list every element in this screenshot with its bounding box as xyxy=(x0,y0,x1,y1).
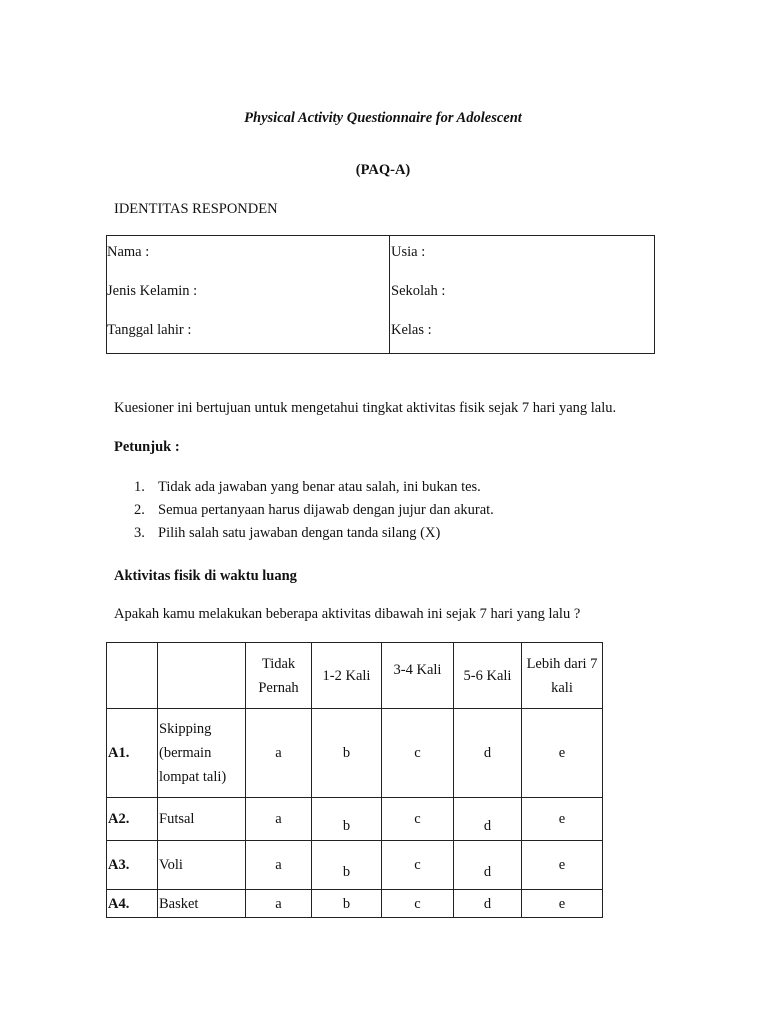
option-a[interactable]: a xyxy=(246,890,312,918)
option-d[interactable]: d xyxy=(454,841,522,890)
option-b[interactable]: b xyxy=(312,709,382,798)
field-jenis-kelamin: Jenis Kelamin : xyxy=(107,283,198,299)
option-e[interactable]: e xyxy=(522,890,603,918)
document-title: Physical Activity Questionnaire for Adolescent xyxy=(244,110,522,126)
instructions-heading: Petunjuk : xyxy=(114,439,180,455)
field-sekolah: Sekolah : xyxy=(391,283,446,299)
option-c[interactable]: c xyxy=(382,709,454,798)
identity-box xyxy=(106,235,655,354)
identity-heading: IDENTITAS RESPONDEN xyxy=(114,201,278,217)
row-activity: Futsal xyxy=(158,798,246,841)
header-code xyxy=(107,643,158,709)
instructions-list xyxy=(134,478,494,547)
list-item: 3. Pilih salah satu jawaban dengan tanda silang (X) xyxy=(134,525,441,541)
option-a[interactable]: a xyxy=(246,798,312,841)
header-tidak-pernah: Tidak Pernah xyxy=(246,643,312,709)
section-heading: Aktivitas fisik di waktu luang xyxy=(114,568,297,584)
table-row xyxy=(107,890,603,918)
list-item: 2. Semua pertanyaan harus dijawab dengan jujur dan akurat. xyxy=(134,502,494,518)
field-tanggal-lahir: Tanggal lahir : xyxy=(107,322,192,338)
table-header-row xyxy=(107,643,603,709)
option-b[interactable]: b xyxy=(312,841,382,890)
row-code: A3. xyxy=(107,841,158,890)
option-e[interactable]: e xyxy=(522,709,603,798)
field-kelas: Kelas : xyxy=(391,322,432,338)
header-lebih-dari-7-kali: Lebih dari 7 kali xyxy=(522,643,603,709)
option-b[interactable]: b xyxy=(312,798,382,841)
option-c[interactable]: c xyxy=(382,890,454,918)
option-a[interactable]: a xyxy=(246,841,312,890)
field-usia: Usia : xyxy=(391,244,426,260)
option-d[interactable]: d xyxy=(454,890,522,918)
option-c[interactable]: c xyxy=(382,841,454,890)
option-d[interactable]: d xyxy=(454,798,522,841)
row-code: A1. xyxy=(107,709,158,798)
question-text: Apakah kamu melakukan beberapa aktivitas dibawah ini sejak 7 hari yang lalu ? xyxy=(114,606,581,622)
list-item: 1. Tidak ada jawaban yang benar atau salah, ini bukan tes. xyxy=(134,479,481,495)
header-activity xyxy=(158,643,246,709)
row-activity: Voli xyxy=(158,841,246,890)
row-activity: Skipping (bermain lompat tali) xyxy=(158,709,246,798)
option-e[interactable]: e xyxy=(522,841,603,890)
option-c[interactable]: c xyxy=(382,798,454,841)
table-row xyxy=(107,841,603,890)
option-d[interactable]: d xyxy=(454,709,522,798)
row-activity: Basket xyxy=(158,890,246,918)
table-row xyxy=(107,709,603,798)
row-code: A2. xyxy=(107,798,158,841)
option-b[interactable]: b xyxy=(312,890,382,918)
header-5-6-kali: 5-6 Kali xyxy=(454,643,522,709)
table-row xyxy=(107,798,603,841)
header-1-2-kali: 1-2 Kali xyxy=(312,643,382,709)
option-a[interactable]: a xyxy=(246,709,312,798)
field-nama: Nama : xyxy=(107,244,150,260)
option-e[interactable]: e xyxy=(522,798,603,841)
intro-text: Kuesioner ini bertujuan untuk mengetahui tingkat aktivitas fisik sejak 7 hari yang lalu. xyxy=(114,400,617,416)
activity-table xyxy=(106,642,603,918)
document-subtitle: (PAQ-A) xyxy=(355,162,411,178)
header-3-4-kali: 3-4 Kali xyxy=(382,643,454,709)
row-code: A4. xyxy=(107,890,158,918)
